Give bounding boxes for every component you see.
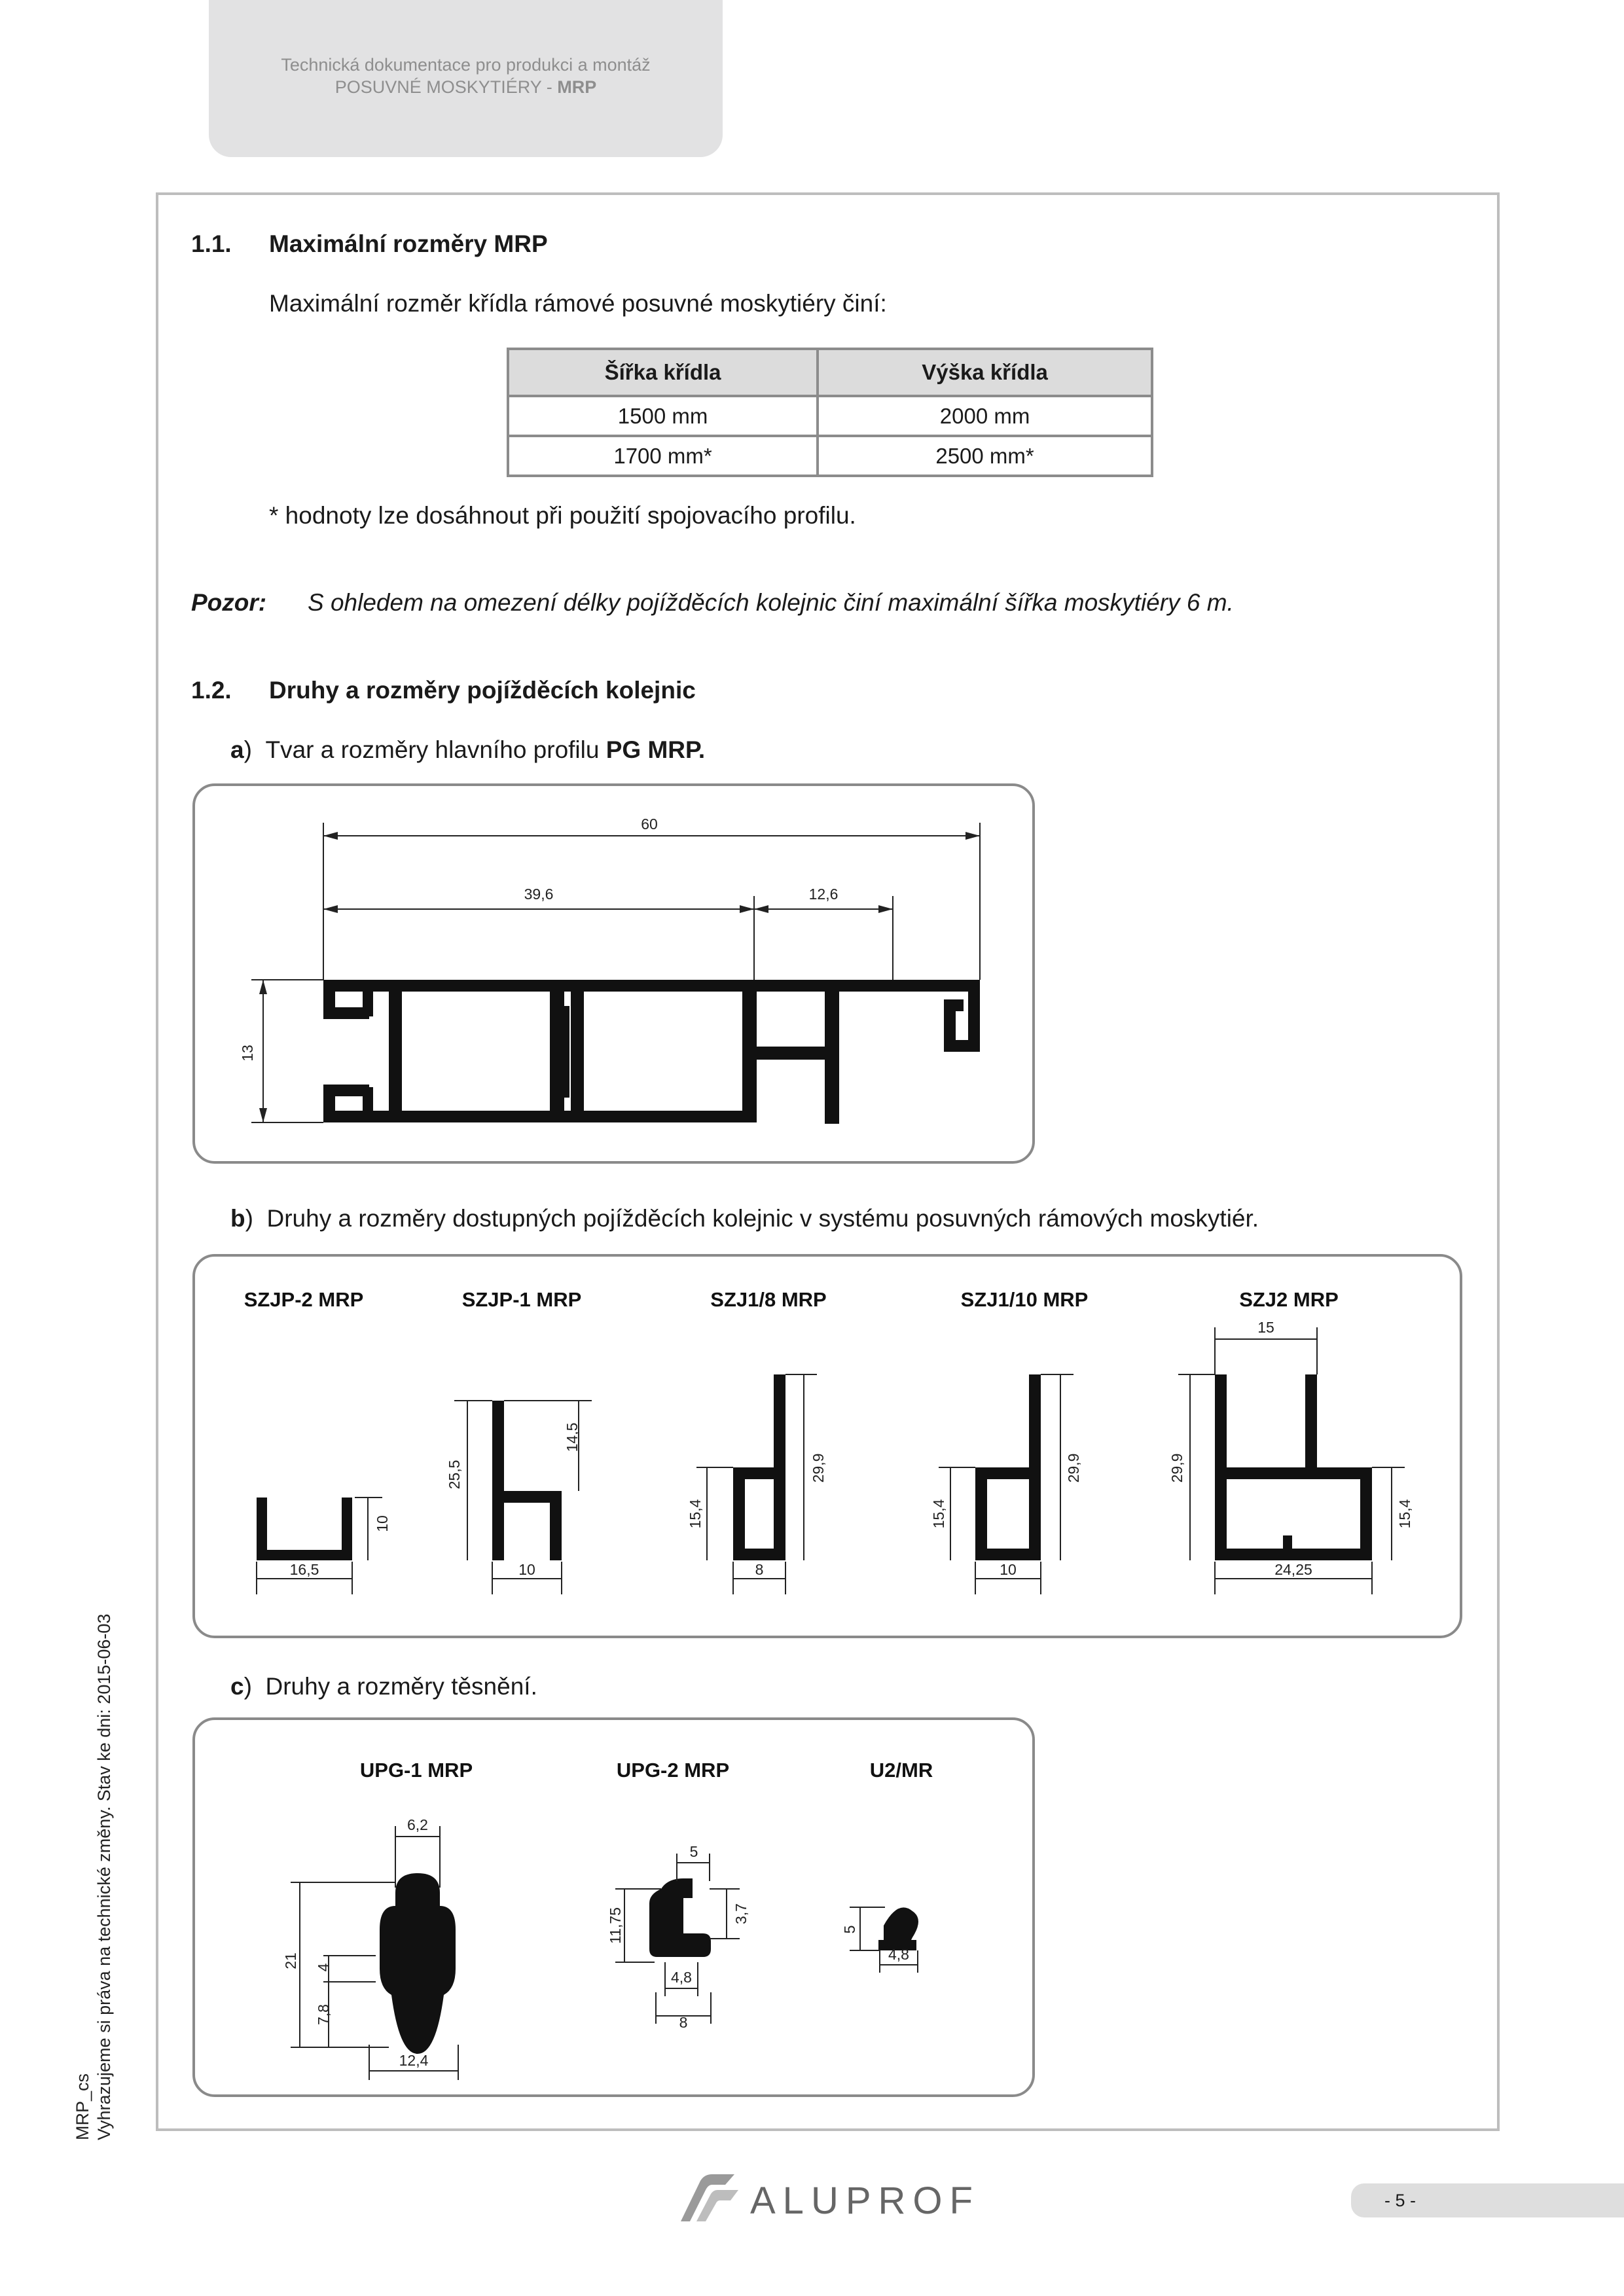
dim-szj2-w: 24,25	[1274, 1561, 1312, 1578]
szj110-profile	[975, 1374, 1041, 1560]
table-header-row	[508, 349, 1152, 396]
side-note: MRP_cs Vyhrazujeme si práva na technické změny. Stav ke dni: 2015-06-03	[73, 1613, 114, 2140]
dim-upg2-48: 4,8	[671, 1969, 692, 1986]
dim-60: 60	[641, 816, 658, 833]
dim-upg2-37: 3,7	[732, 1903, 749, 1924]
dim-szjp2-w: 16,5	[289, 1561, 319, 1578]
dim-u2-h: 5	[841, 1925, 858, 1934]
u2-profile	[878, 1907, 918, 1950]
warning-label: Pozor:	[191, 589, 267, 616]
footnote: * hodnoty lze dosáhnout při použití spojovacího profilu.	[269, 502, 856, 529]
dim-szj110-h2: 29,9	[1065, 1453, 1082, 1483]
dim-upg1-top: 6,2	[407, 1816, 428, 1833]
seal-label-u2: U2/MR	[869, 1759, 933, 1782]
dim-u2-w: 4,8	[888, 1946, 909, 1963]
dim-szjp2-h: 10	[374, 1515, 391, 1532]
dim-szjp1-w: 10	[518, 1561, 535, 1578]
page-number: - 5 -	[1384, 2191, 1416, 2210]
header-line-2: POSUVNÉ MOSKYTIÉRY - MRP	[334, 77, 597, 97]
dim-szj2-top: 15	[1257, 1319, 1274, 1336]
dim-szj110-h1: 15,4	[930, 1499, 947, 1529]
dim-szjp1-h2: 14,5	[564, 1422, 581, 1452]
section-title: Maximální rozměry MRP	[269, 230, 548, 257]
table-cell: 1700 mm*	[508, 436, 818, 476]
seal-label-upg1: UPG-1 MRP	[359, 1759, 473, 1782]
dim-upg2-top: 5	[689, 1843, 698, 1860]
dim-13: 13	[239, 1045, 256, 1062]
dim-szj18-w: 8	[755, 1561, 764, 1578]
rail-label-szjp2: SZJP-2 MRP	[244, 1288, 364, 1311]
dim-upg1-w: 12,4	[399, 2052, 429, 2069]
table-header: Šířka křídla	[508, 349, 818, 396]
dim-szj18-h2: 29,9	[810, 1453, 827, 1483]
table-header: Výška křídla	[818, 349, 1152, 396]
dim-szj2-h2: 15,4	[1396, 1499, 1413, 1529]
max-dimensions-table	[507, 348, 1153, 477]
warning-text: S ohledem na omezení délky pojížděcích kolejnic činí maximální šířka moskytiéry 6 m.	[308, 589, 1234, 616]
rail-label-szj110: SZJ1/10 MRP	[960, 1288, 1089, 1311]
table-cell: 2500 mm*	[818, 436, 1152, 476]
dim-szjp1-h1: 25,5	[446, 1460, 463, 1490]
table-row	[508, 436, 1152, 476]
dim-upg1-4: 4	[315, 1963, 332, 1972]
upg2-profile	[649, 1878, 711, 1957]
dim-12-6: 12,6	[808, 886, 839, 903]
item-b: b) Druhy a rozměry dostupných pojížděcích kolejnic v systému posuvných rámových moskytiér.	[230, 1205, 1259, 1232]
upg1-profile	[380, 1873, 456, 2054]
szjp2-profile	[257, 1498, 352, 1560]
dim-39-6: 39,6	[524, 886, 554, 903]
szj18-profile	[733, 1374, 785, 1560]
brand-name: ALUPROF	[750, 2179, 980, 2222]
dim-upg2-8: 8	[679, 2014, 688, 2031]
dim-szj2-h1: 29,9	[1168, 1453, 1185, 1483]
dim-upg2-h: 11,75	[607, 1907, 624, 1944]
dim-upg1-78: 7,8	[315, 2004, 332, 2025]
rail-label-szj18: SZJ1/8 MRP	[710, 1288, 827, 1311]
pg-mrp-profile-drawing	[192, 783, 1035, 1164]
seal-label-upg2: UPG-2 MRP	[616, 1759, 730, 1782]
rails-drawing	[192, 1254, 1462, 1638]
section-title: Druhy a rozměry pojížděcích kolejnic	[269, 677, 696, 704]
section-number: 1.2.	[191, 677, 232, 704]
table-cell: 2000 mm	[818, 396, 1152, 436]
section-number: 1.1.	[191, 230, 232, 257]
szj2-profile	[1215, 1374, 1372, 1560]
szjp1-profile	[492, 1401, 562, 1560]
dim-upg1-h: 21	[282, 1952, 299, 1969]
table-row	[508, 396, 1152, 436]
intro-text: Maximální rozměr křídla rámové posuvné moskytiéry činí:	[269, 290, 887, 317]
dim-szj110-w: 10	[1000, 1561, 1017, 1578]
item-c: c) Druhy a rozměry těsnění.	[230, 1673, 537, 1700]
header-line-1: Technická dokumentace pro produkci a montáž	[281, 55, 651, 75]
aluprof-logo-icon	[674, 2172, 746, 2224]
rail-label-szj2: SZJ2 MRP	[1239, 1288, 1339, 1311]
rail-label-szjp1: SZJP-1 MRP	[461, 1288, 582, 1311]
seals-drawing	[192, 1717, 1035, 2097]
table-cell: 1500 mm	[508, 396, 818, 436]
dim-szj18-h1: 15,4	[687, 1499, 704, 1529]
item-a: a) Tvar a rozměry hlavního profilu PG MRP.	[230, 736, 706, 763]
